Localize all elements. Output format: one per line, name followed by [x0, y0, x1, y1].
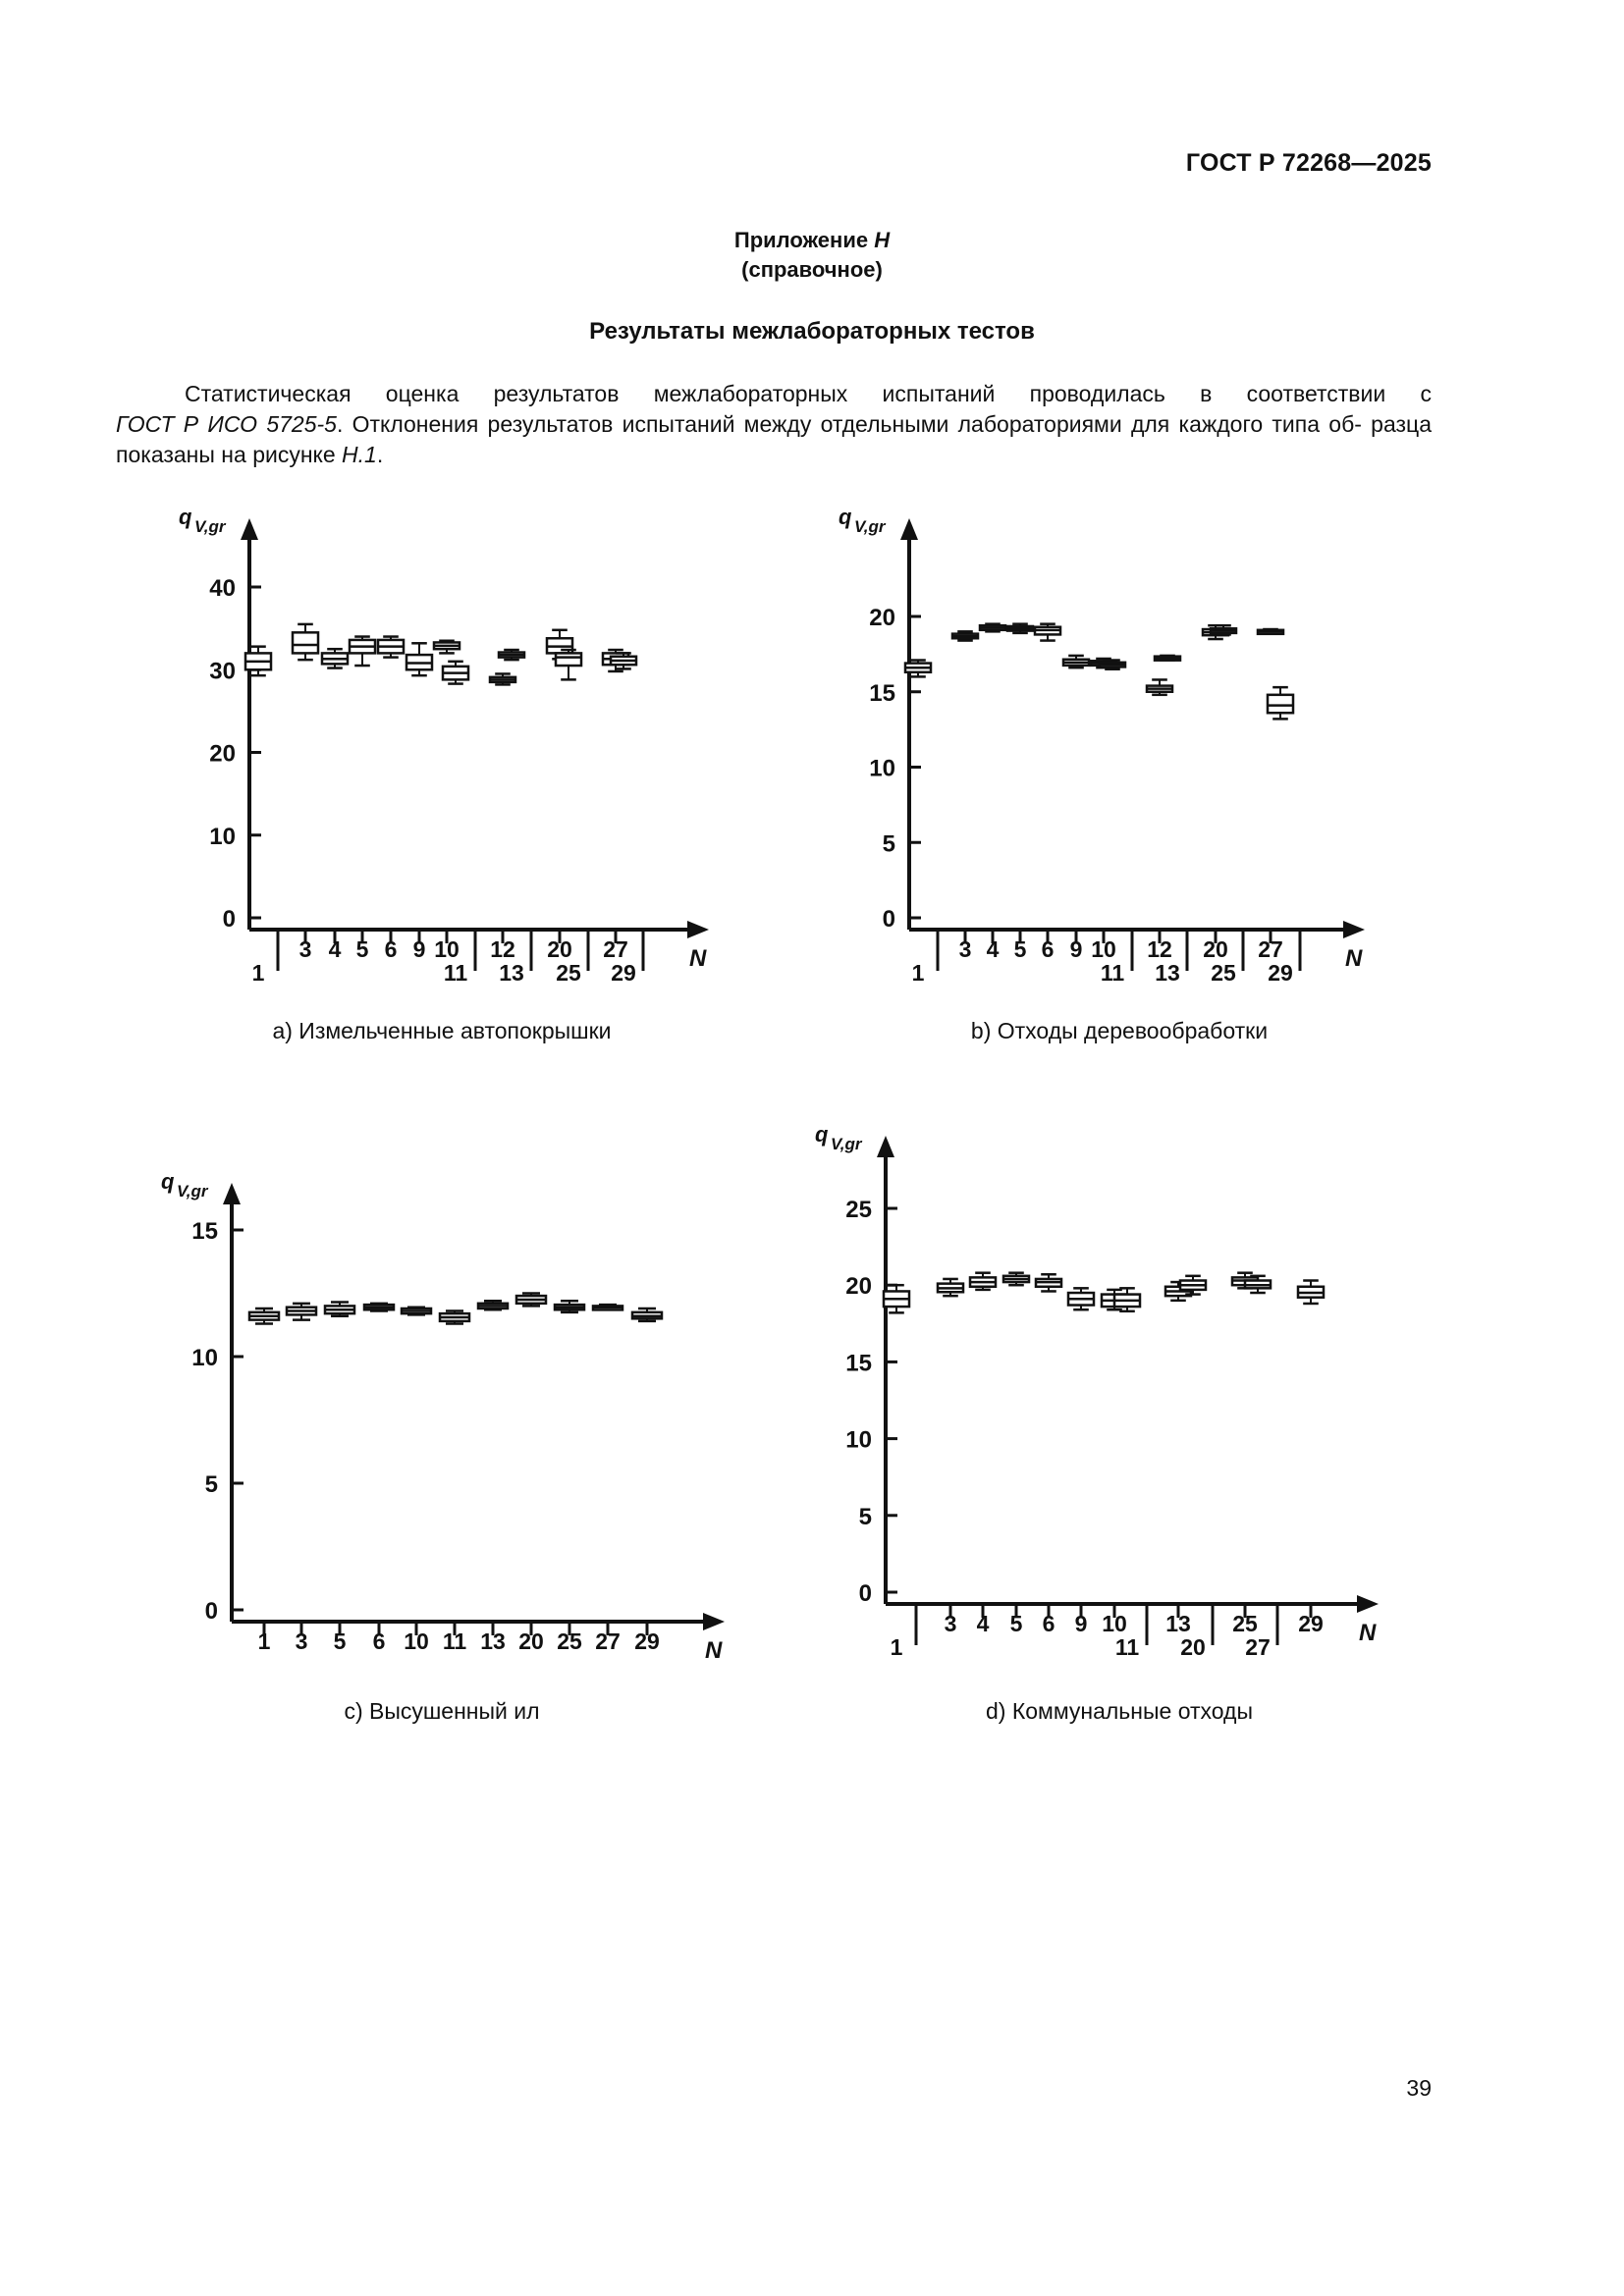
annex-heading: [0, 226, 1624, 285]
box-iqr: [1232, 1277, 1258, 1285]
x-tick-label: 10: [404, 1629, 429, 1654]
document-code: ГОСТ Р 72268—2025: [1185, 149, 1432, 177]
x-tick-label: 6: [372, 1629, 386, 1654]
boxplot-item: [1268, 687, 1293, 719]
boxplot-item: [1007, 624, 1033, 633]
boxplot-item: [443, 662, 468, 684]
box-iqr: [325, 1306, 354, 1313]
x-axis-arrow-icon: [687, 921, 709, 938]
x-tick-label: 11: [443, 960, 468, 986]
x-axis-label: N: [1345, 945, 1363, 972]
boxplot-item: [556, 650, 581, 679]
boxplot-item: [350, 637, 375, 666]
x-tick-label: 27: [1245, 1634, 1271, 1660]
page-number: 39: [1406, 2075, 1432, 2101]
boxplot-item: [364, 1304, 394, 1311]
boxplot-item: [478, 1301, 508, 1309]
y-tick-label: 0: [222, 906, 236, 933]
box-iqr: [1180, 1281, 1206, 1290]
x-tick-label: 5: [1013, 936, 1027, 962]
x-tick-label: 13: [499, 960, 524, 986]
box-iqr: [952, 634, 978, 639]
intro-paragraph: [116, 379, 1432, 470]
x-tick-label: 10: [1102, 1611, 1127, 1636]
x-tick-label: 29: [634, 1629, 660, 1654]
boxplot-item: [1147, 679, 1172, 694]
box-iqr: [406, 655, 432, 669]
x-tick-label: 11: [1100, 960, 1125, 986]
y-tick-label: 5: [882, 830, 895, 858]
x-tick-label: 1: [890, 1634, 903, 1660]
box-iqr: [547, 638, 572, 653]
x-tick-label: 29: [1268, 960, 1293, 986]
y-tick-label: 25: [845, 1197, 872, 1223]
caption-c: c) Высушенный ил: [344, 1698, 540, 1724]
box-iqr: [350, 640, 375, 653]
box-iqr: [1203, 629, 1228, 635]
x-tick-label: 11: [442, 1629, 467, 1654]
x-tick-label: 9: [412, 936, 426, 962]
boxplot-item: [322, 649, 348, 667]
box-iqr: [1245, 1281, 1271, 1289]
boxplot-item: [1298, 1281, 1324, 1304]
x-tick-label: 25: [557, 1629, 582, 1654]
x-axis-arrow-icon: [1343, 921, 1365, 938]
caption-a: a) Измельченные автопокрышки: [272, 1018, 612, 1043]
box-iqr: [440, 1313, 469, 1321]
y-tick-label: 10: [845, 1426, 872, 1454]
boxplot-item: [245, 647, 271, 675]
y-tick-label: 5: [204, 1471, 218, 1498]
boxplot-item: [1063, 656, 1089, 667]
boxplot-item: [1100, 661, 1125, 669]
boxplot-item: [1245, 1276, 1271, 1293]
boxplot-item: [1036, 1274, 1061, 1291]
x-tick-label: 4: [328, 936, 342, 962]
y-axis-label-subscript: V,gr: [177, 1182, 208, 1201]
x-tick-label: 9: [1069, 936, 1083, 962]
x-axis-arrow-icon: [1357, 1595, 1379, 1613]
box-iqr: [402, 1308, 431, 1313]
boxplot-item: [1180, 1276, 1206, 1295]
box-iqr: [603, 653, 628, 665]
caption-b: b) Отходы деревообработки: [970, 1018, 1269, 1043]
x-axis-label: N: [1359, 1620, 1377, 1646]
y-tick-label: 20: [869, 605, 895, 631]
boxplot-item: [1155, 656, 1180, 661]
y-tick-label: 15: [191, 1218, 218, 1245]
box-iqr: [1155, 657, 1180, 661]
annex-title-prefix: Приложение: [733, 228, 869, 252]
x-tick-label: 1: [257, 1629, 271, 1654]
x-tick-label: 6: [384, 936, 398, 962]
x-tick-label: 29: [1298, 1611, 1324, 1636]
x-tick-label: 20: [1203, 936, 1228, 962]
box-iqr: [884, 1291, 909, 1307]
x-tick-label: 12: [1147, 936, 1172, 962]
y-axis-label: q: [179, 505, 192, 529]
box-iqr: [938, 1284, 963, 1293]
y-axis-label-subscript: V,gr: [854, 517, 886, 536]
box-iqr: [249, 1312, 279, 1320]
chart-b: [839, 505, 1365, 986]
annex-letter: Н: [874, 228, 891, 252]
box-iqr: [287, 1308, 316, 1315]
x-axis-label: N: [705, 1637, 723, 1664]
x-tick-label: 3: [295, 1629, 308, 1654]
boxplot-item: [593, 1305, 623, 1309]
y-tick-label: 0: [204, 1598, 218, 1625]
x-tick-label: 11: [1114, 1634, 1140, 1660]
box-iqr: [516, 1296, 546, 1304]
box-iqr: [1035, 627, 1060, 635]
box-iqr: [1165, 1287, 1191, 1296]
x-tick-label: 25: [1232, 1611, 1258, 1636]
x-axis-label: N: [689, 945, 707, 972]
boxplot-item: [287, 1304, 316, 1320]
standard-reference-link: ГОСТ Р ИСО 5725-5: [116, 411, 337, 437]
boxplot-item: [499, 650, 524, 660]
x-tick-label: 10: [434, 936, 460, 962]
box-iqr: [378, 640, 404, 653]
boxplot-item: [490, 673, 515, 684]
box-iqr: [980, 625, 1005, 630]
boxplot-item: [980, 624, 1005, 632]
figure-reference: Н.1: [342, 442, 377, 467]
x-tick-label: 25: [1211, 960, 1236, 986]
box-iqr: [1102, 1295, 1127, 1308]
x-tick-label: 27: [595, 1629, 621, 1654]
paragraph-line-3: разца показаны на рисунке: [116, 411, 1433, 467]
box-iqr: [478, 1304, 508, 1308]
box-iqr: [1036, 1279, 1061, 1287]
box-iqr: [1007, 626, 1033, 631]
box-iqr: [1114, 1295, 1140, 1308]
boxplot-item: [434, 641, 460, 654]
boxplot-item: [378, 637, 404, 658]
paragraph-line-1: Статистическая оценка результатов межлабораторных испытаний проводилась в соответствии с: [185, 381, 1432, 406]
box-iqr: [632, 1312, 662, 1318]
boxplot-item: [402, 1308, 431, 1315]
box-iqr: [490, 677, 515, 682]
chart-d: [815, 1122, 1379, 1660]
box-iqr: [434, 642, 460, 649]
box-iqr: [1003, 1276, 1029, 1282]
box-iqr: [1100, 663, 1125, 667]
x-tick-label: 13: [1165, 1611, 1191, 1636]
box-iqr: [556, 653, 581, 666]
box-iqr: [322, 653, 348, 664]
boxplot-item: [1102, 1290, 1127, 1309]
boxplot-item: [952, 631, 978, 640]
x-tick-label: 20: [547, 936, 572, 962]
x-tick-label: 27: [1258, 936, 1283, 962]
boxplot-item: [440, 1311, 469, 1324]
y-axis-label: q: [839, 505, 852, 529]
x-tick-label: 1: [911, 960, 925, 986]
y-tick-label: 20: [209, 740, 236, 768]
y-tick-label: 0: [882, 906, 895, 933]
y-axis-label-subscript: V,gr: [194, 517, 226, 536]
x-tick-label: 1: [251, 960, 265, 986]
paragraph-line-2: . Отклонения результатов испытаний между отдельными лабораториями для каждого типа об-: [336, 411, 1362, 437]
box-iqr: [970, 1277, 996, 1286]
y-tick-label: 15: [845, 1350, 872, 1377]
y-tick-label: 30: [209, 658, 236, 685]
y-tick-label: 10: [209, 823, 236, 850]
boxplot-item: [1114, 1288, 1140, 1310]
boxplot-item: [1035, 624, 1060, 641]
x-tick-label: 27: [603, 936, 628, 962]
y-axis-arrow-icon: [241, 518, 258, 540]
x-tick-label: 3: [944, 1611, 957, 1636]
box-iqr: [593, 1306, 623, 1309]
caption-d: d) Коммунальные отходы: [985, 1698, 1254, 1724]
x-tick-label: 29: [611, 960, 636, 986]
boxplot-item: [1003, 1273, 1029, 1286]
box-iqr: [555, 1305, 584, 1309]
x-tick-label: 6: [1041, 936, 1055, 962]
boxplot-item: [249, 1308, 279, 1323]
box-iqr: [293, 632, 318, 653]
box-iqr: [905, 664, 931, 672]
box-iqr: [1063, 660, 1089, 666]
x-tick-label: 6: [1042, 1611, 1056, 1636]
x-tick-label: 20: [1180, 1634, 1206, 1660]
boxplot-item: [1203, 625, 1228, 639]
boxplot-item: [905, 661, 931, 677]
boxplot-item: [1258, 629, 1283, 634]
x-tick-label: 13: [480, 1629, 506, 1654]
boxplot-item: [938, 1279, 963, 1296]
box-iqr: [1211, 628, 1236, 633]
y-tick-label: 5: [858, 1503, 872, 1530]
y-axis-label: q: [815, 1122, 829, 1147]
paragraph-line-3-end: .: [376, 442, 384, 467]
x-tick-label: 4: [986, 936, 1000, 962]
box-iqr: [1298, 1287, 1324, 1298]
boxplot-item: [1068, 1288, 1094, 1309]
y-tick-label: 10: [869, 755, 895, 782]
y-axis-arrow-icon: [877, 1136, 894, 1157]
box-iqr: [1258, 630, 1283, 634]
box-iqr: [364, 1305, 394, 1309]
box-iqr: [443, 667, 468, 679]
x-tick-label: 20: [518, 1629, 544, 1654]
x-tick-label: 3: [958, 936, 972, 962]
boxplot-item: [555, 1301, 584, 1312]
boxplot-item: [632, 1308, 662, 1321]
x-tick-label: 3: [298, 936, 312, 962]
boxplot-item: [603, 650, 628, 671]
x-tick-label: 4: [976, 1611, 990, 1636]
y-axis-label: q: [161, 1169, 175, 1194]
x-tick-label: 10: [1091, 936, 1116, 962]
section-title: Результаты межлабораторных тестов: [589, 318, 1035, 345]
boxplot-item: [547, 630, 572, 659]
boxplot-item: [1232, 1273, 1258, 1289]
box-iqr: [499, 653, 524, 658]
boxplot-item: [970, 1273, 996, 1290]
boxplot-item: [516, 1294, 546, 1307]
box-iqr: [245, 653, 271, 669]
x-tick-label: 13: [1155, 960, 1180, 986]
boxplot-item: [1091, 659, 1116, 667]
boxplot-item: [325, 1303, 354, 1316]
box-iqr: [611, 657, 636, 665]
x-tick-label: 12: [490, 936, 515, 962]
x-axis-arrow-icon: [703, 1613, 725, 1630]
boxplot-item: [884, 1285, 909, 1312]
boxplot-item: [406, 643, 432, 675]
box-iqr: [1068, 1293, 1094, 1306]
y-tick-label: 40: [209, 575, 236, 602]
boxplot-item: [611, 653, 636, 668]
boxplot-item: [293, 624, 318, 660]
y-tick-label: 10: [191, 1345, 218, 1371]
x-tick-label: 5: [355, 936, 369, 962]
chart-a: [179, 505, 709, 986]
chart-c: [161, 1169, 725, 1664]
y-tick-label: 20: [845, 1273, 872, 1301]
boxplot-item: [1211, 625, 1236, 634]
x-tick-label: 25: [556, 960, 581, 986]
x-tick-label: 9: [1074, 1611, 1088, 1636]
boxplot-item: [1165, 1282, 1191, 1301]
y-axis-arrow-icon: [223, 1183, 241, 1204]
box-iqr: [1091, 661, 1116, 666]
annex-subtitle: (справочное): [741, 257, 883, 282]
x-tick-label: 5: [333, 1629, 347, 1654]
x-tick-label: 5: [1009, 1611, 1023, 1636]
y-tick-label: 15: [869, 679, 895, 707]
y-axis-arrow-icon: [900, 518, 918, 540]
y-axis-label-subscript: V,gr: [831, 1135, 862, 1153]
box-iqr: [1147, 686, 1172, 692]
box-iqr: [1268, 695, 1293, 713]
y-tick-label: 0: [858, 1580, 872, 1607]
